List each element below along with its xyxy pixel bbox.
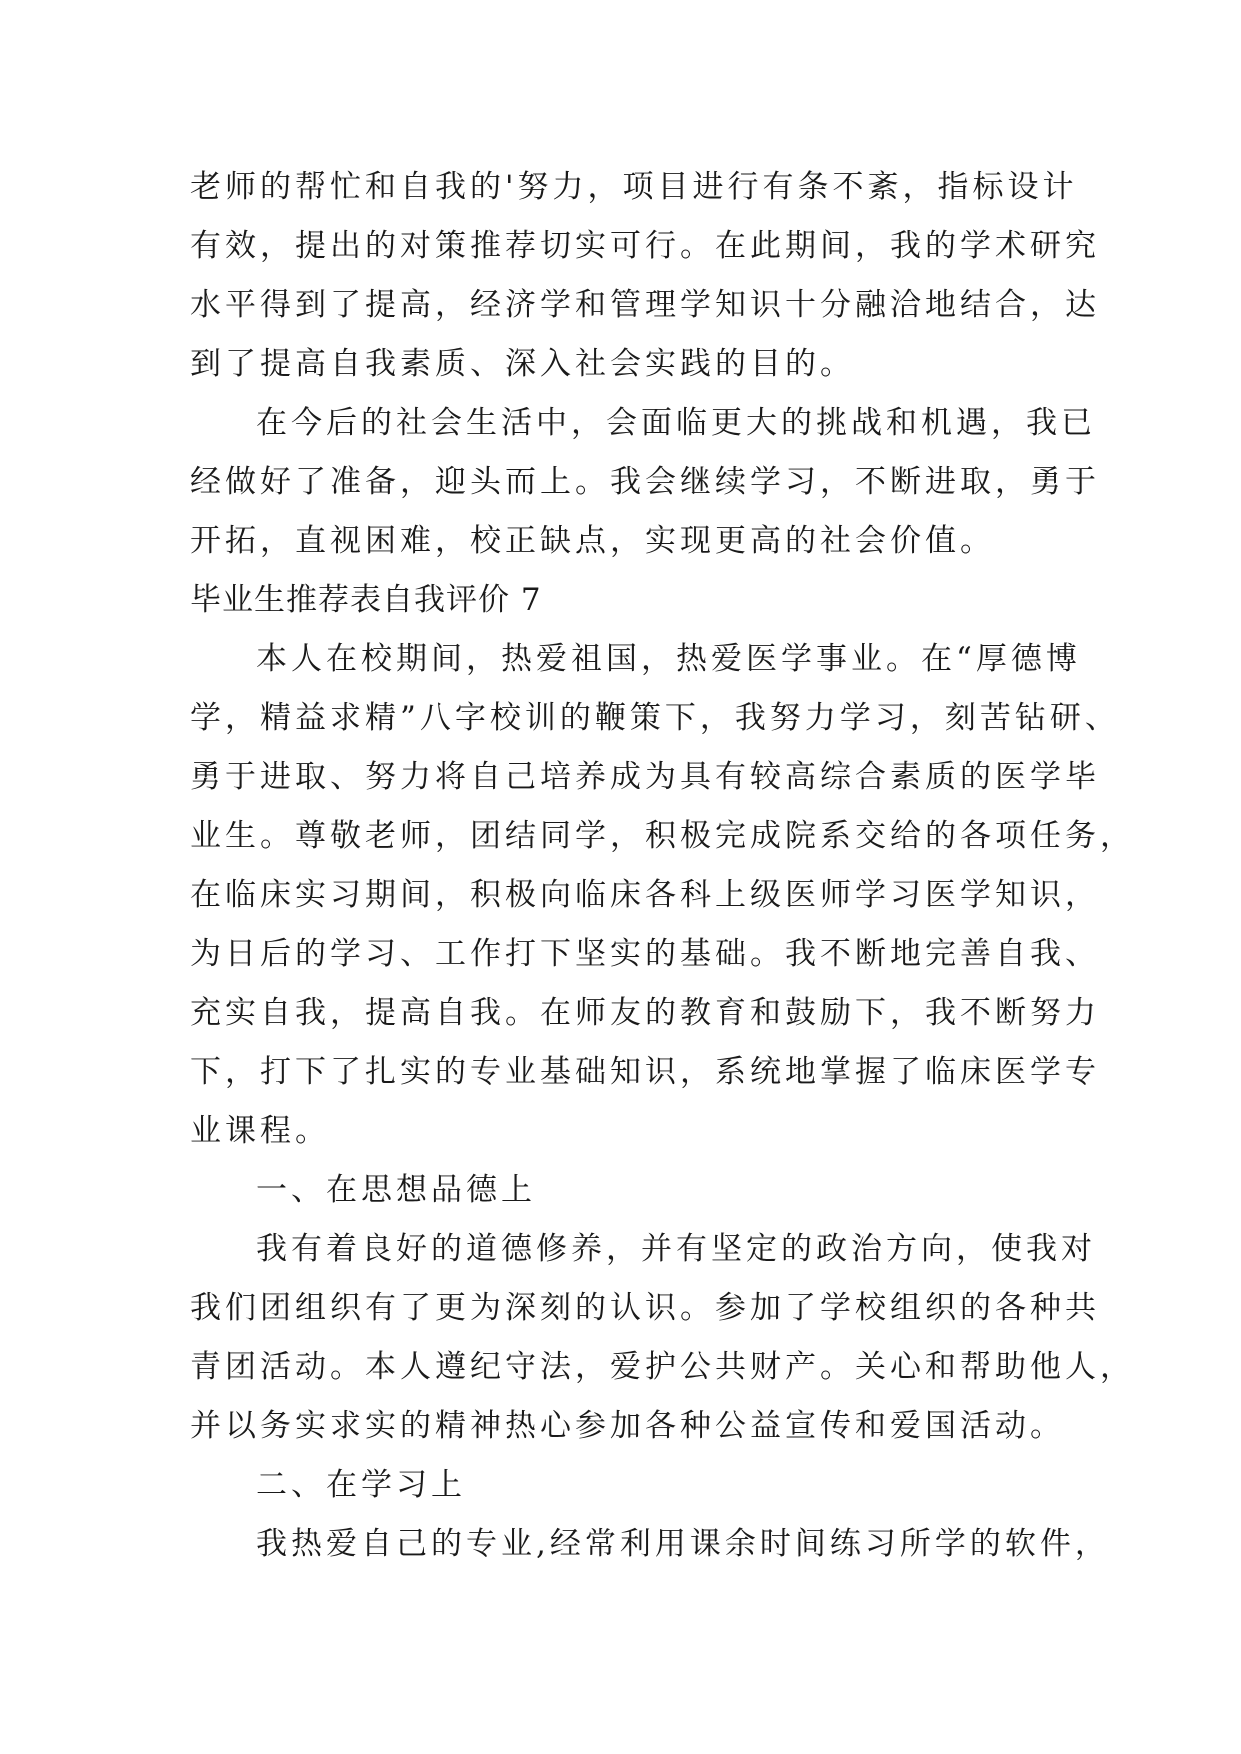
paragraph-line: 下，打下了扎实的专业基础知识，系统地掌握了临床医学专 [190,1054,1100,1090]
paragraph-line: 为日后的学习、工作打下坚实的基础。我不断地完善自我、 [190,936,1100,972]
paragraph-line: 青团活动。本人遵纪守法，爱护公共财产。关心和帮助他人， [190,1349,1135,1385]
paragraph-line: 有效，提出的对策推荐切实可行。在此期间，我的学术研究 [190,228,1100,264]
paragraph-line: 本人在校期间，热爱祖国，热爱医学事业。在“厚德博 [256,641,1081,677]
paragraph-line: 勇于进取、努力将自己培养成为具有较高综合素质的医学毕 [190,759,1100,795]
paragraph-line: 在临床实习期间，积极向临床各科上级医师学习医学知识， [190,877,1100,913]
document-page [190,158,1135,1574]
paragraph-line: 学，精益求精”八字校训的鞭策下，我努力学习，刻苦钻研、 [190,700,1120,736]
paragraph-line: 我们团组织有了更为深刻的认识。参加了学校组织的各种共 [190,1290,1100,1326]
paragraph-line: 老师的帮忙和自我的'努力，项目进行有条不紊，指标设计 [190,169,1078,205]
paragraph-line: 充实自我，提高自我。在师友的教育和鼓励下，我不断努力 [190,995,1100,1031]
section-title: 毕业生推荐表自我评价 7 [190,582,542,618]
paragraph-line: 业课程。 [190,1113,330,1149]
paragraph-line: 我有着良好的道德修养，并有坚定的政治方向，使我对 [256,1231,1096,1267]
paragraph-line: 业生。尊敬老师，团结同学，积极完成院系交给的各项任务， [190,818,1135,854]
paragraph-line: 在今后的社会生活中，会面临更大的挑战和机遇，我已 [256,405,1096,441]
section-heading: 二、在学习上 [256,1467,466,1503]
paragraph-line: 经做好了准备，迎头而上。我会继续学习，不断进取，勇于 [190,464,1100,500]
section-heading: 一、在思想品德上 [256,1172,536,1208]
paragraph-line: 到了提高自我素质、深入社会实践的目的。 [190,346,855,382]
paragraph-line: 我热爱自己的专业,经常利用课余时间练习所学的软件， [256,1526,1110,1562]
paragraph-line: 水平得到了提高，经济学和管理学知识十分融洽地结合，达 [190,287,1100,323]
paragraph-line: 开拓，直视困难，校正缺点，实现更高的社会价值。 [190,523,995,559]
paragraph-line: 并以务实求实的精神热心参加各种公益宣传和爱国活动。 [190,1408,1065,1444]
